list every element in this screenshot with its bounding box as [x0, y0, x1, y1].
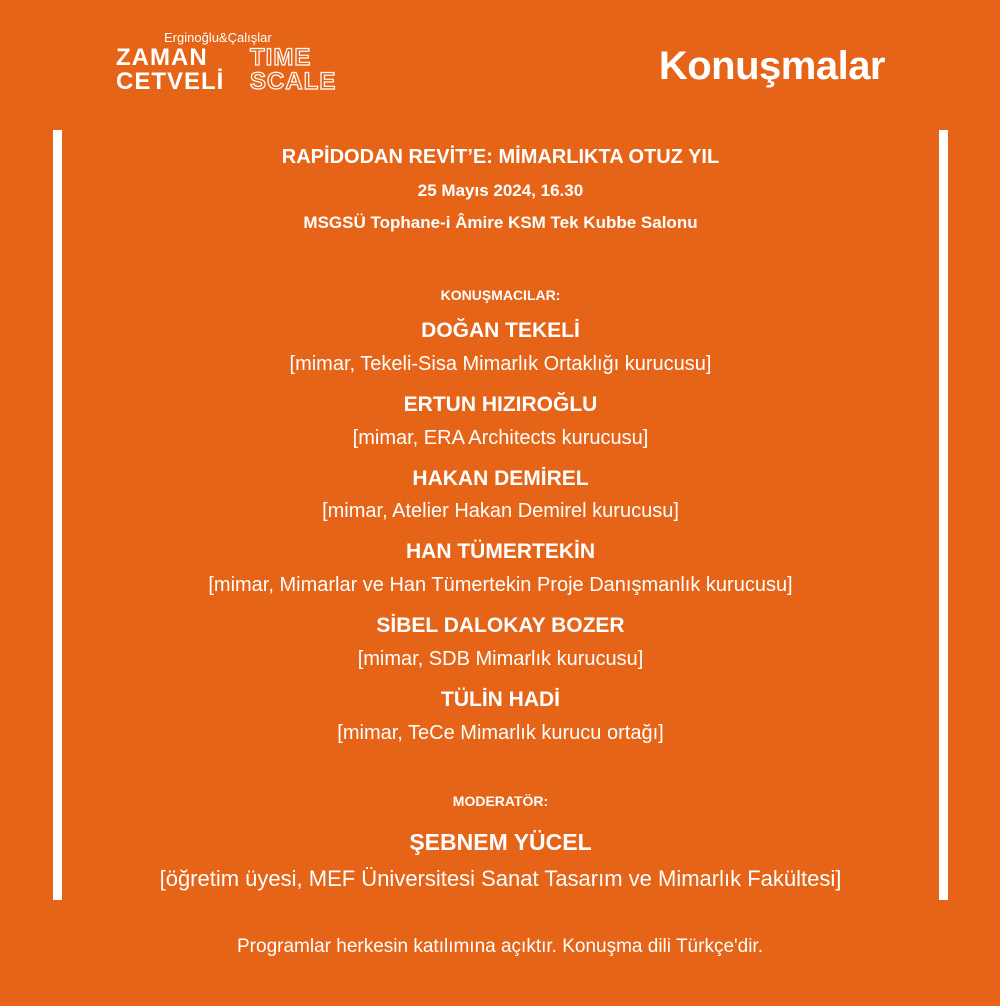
left-divider-bar: [53, 130, 62, 900]
logo-title-en-line1: TIME: [250, 44, 312, 71]
logo-title-en-line2: SCALE: [250, 68, 337, 95]
right-divider-bar: [939, 130, 948, 900]
speaker-role: [mimar, SDB Mimarlık kurucusu]: [357, 648, 644, 670]
speaker-name: ERTUN HIZIROĞLU: [403, 393, 598, 416]
speaker-name: HAKAN DEMİREL: [412, 467, 589, 490]
logo-title-tr-line2: CETVELİ: [116, 68, 225, 95]
speaker-name: TÜLİN HADİ: [441, 688, 560, 711]
moderator-label: MODERATÖR:: [452, 793, 549, 809]
logo-title-tr: [116, 46, 224, 94]
moderator-role: [öğretim üyesi, MEF Üniversitesi Sanat Tasarım ve Mimarlık Fakültesi]: [159, 866, 842, 891]
logo-company: Erginoğlu&Çalışlar: [164, 30, 272, 45]
speaker-name: SİBEL DALOKAY BOZER: [376, 614, 625, 637]
speaker-role: [mimar, Mimarlar ve Han Tümertekin Proje Danışmanlık kurucusu]: [208, 574, 793, 596]
speaker-name: HAN TÜMERTEKİN: [406, 540, 595, 563]
event-title: RAPİDODAN REVİT’E: MİMARLIKTA OTUZ YIL: [281, 146, 720, 168]
logo-title-en: [250, 46, 336, 94]
moderator-name: ŞEBNEM YÜCEL: [409, 829, 592, 855]
speaker-role: [mimar, Atelier Hakan Demirel kurucusu]: [322, 500, 679, 522]
speaker-name: DOĞAN TEKELİ: [421, 319, 580, 342]
page-title: Konuşmalar: [658, 44, 885, 88]
speakers-label: KONUŞMACILAR:: [440, 287, 561, 303]
event-venue: MSGSÜ Tophane-i Âmire KSM Tek Kubbe Salonu: [303, 213, 698, 232]
speaker-role: [mimar, Tekeli-Sisa Mimarlık Ortaklığı kurucusu]: [289, 353, 712, 375]
speaker-role: [mimar, TeCe Mimarlık kurucu ortağı]: [337, 722, 664, 744]
logo-title-tr-line1: ZAMAN: [116, 44, 208, 71]
event-date: 25 Mayıs 2024, 16.30: [417, 181, 584, 200]
speaker-role: [mimar, ERA Architects kurucusu]: [352, 427, 649, 449]
footer-note: Programlar herkesin katılımına açıktır. Konuşma dili Türkçe'dir.: [237, 936, 763, 957]
zaman-cetveli-logo: [112, 30, 352, 100]
